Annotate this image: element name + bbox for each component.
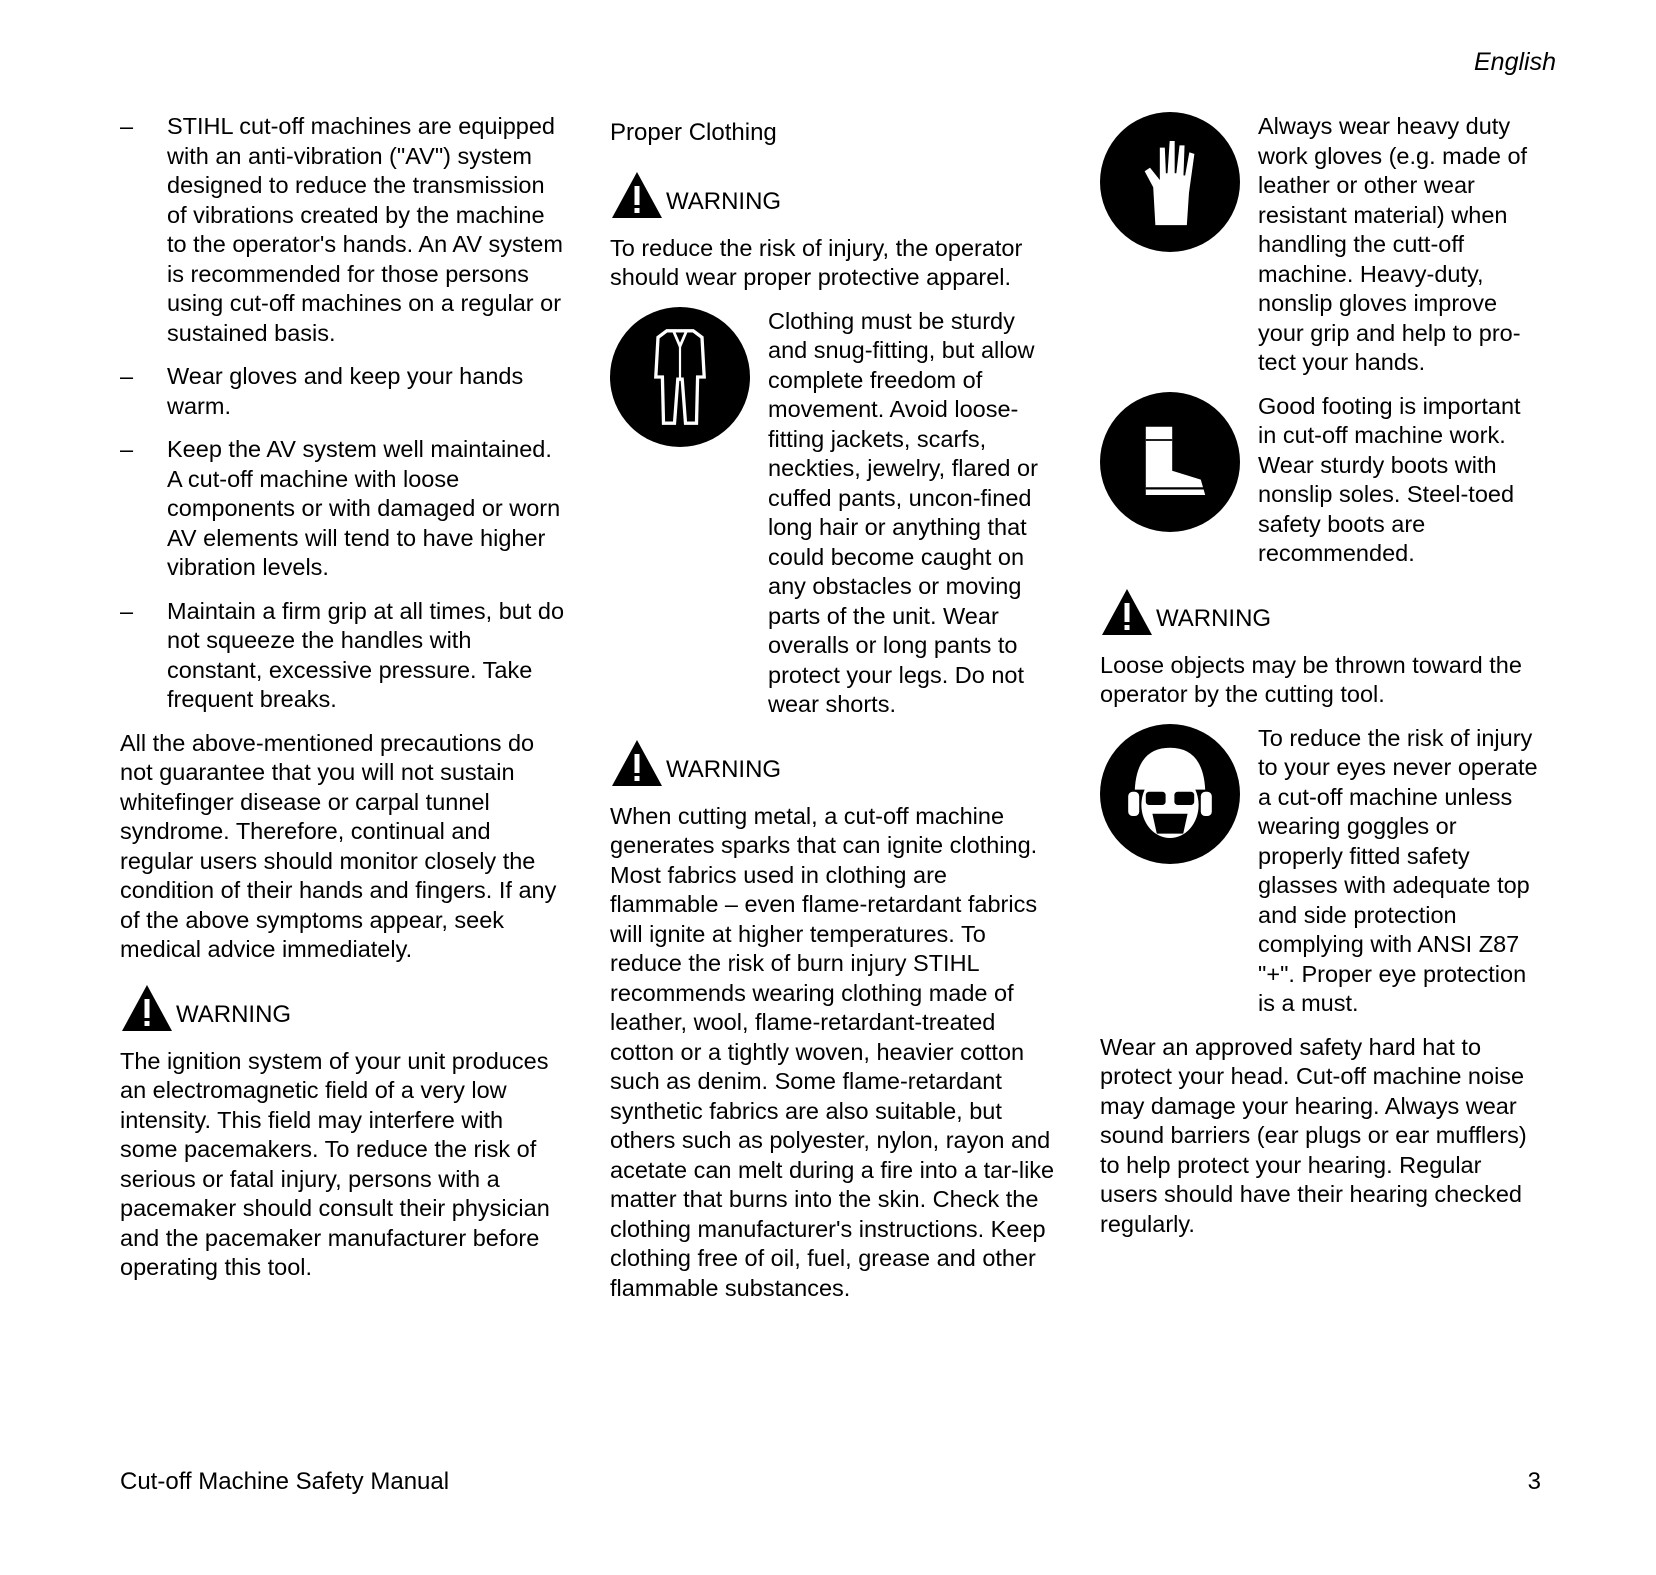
column-right [1100,112,1545,1253]
bullet-marker: – [120,436,134,462]
warning-heading [610,738,1055,788]
bullet-marker: – [120,363,134,389]
column-left [120,112,565,1297]
eye-protection-paragraph: To reduce the risk of injury to your eyes never operate a cut-off machine unless wearing goggles or properly fitted safety glasses with adequate top and side protection complying with ANSI Z87 "+". Proper eye protection is a must. [1258,724,1538,1016]
loose-objects-paragraph: Loose objects may be thrown toward the operator by the cutting tool. [1100,651,1522,707]
warning-triangle-icon [1100,587,1154,637]
bullet-text: Maintain a firm grip at all times, but do not squeeze the handles with constant, excessive pressure. Take frequent breaks. [167,597,565,712]
gloves-row [1100,112,1545,378]
list-item [120,112,565,348]
warning-heading [1100,587,1545,637]
apparel-paragraph: To reduce the risk of injury, the operator should wear proper protective apparel. [610,234,1023,290]
bullet-text: STIHL cut-off machines are equipped with an anti-vibration ("AV") system designed to reduce the transmission of vibrations created by the machine to the operator's hands. An AV system is recommended for those persons using cut-off machines on a regular or sustained basis. [167,113,563,346]
footer-title: Cut-off Machine Safety Manual [120,1468,450,1495]
section-heading: Proper Clothing [610,119,777,146]
language-label: English [1474,48,1556,76]
list-item [120,362,565,421]
warning-triangle-icon [120,983,174,1033]
warning-triangle-icon [610,170,664,220]
eye-protection-row [1100,724,1545,1019]
page-number: 3 [1527,1468,1541,1495]
bullet-marker: – [120,597,134,624]
hard-hat-paragraph: Wear an approved safety hard hat to protect your head. Cut-off machine noise may damage your hearing. Always wear sound barriers (ear plugs or ear mufflers) to help protect your hearing. Regular users should have their hearing checked regularly. [1100,1033,1527,1237]
overalls-icon [610,307,750,447]
precautions-paragraph: All the above-mentioned precautions do not guarantee that you will not sustain whitefinger disease or carpal tunnel syndrome. Therefore, continual and regular users should monitor closely the condition of their hands and fingers. If any of the above symptoms appear, seek medical advice immediately. [120,729,557,962]
warning-label: WARNING [1156,604,1272,632]
list-item [120,435,565,583]
gloves-paragraph: Always wear heavy duty work gloves (e.g. made of leather or other wear resistant material) when handling the cutt-off machine. Heavy-duty, nonslip gloves improve your grip and help to pro-tect your hands. [1258,113,1528,375]
metal-cutting-paragraph: When cutting metal, a cut-off machine generates sparks that can ignite clothing. Most fabrics used in clothing are flammable – even flame-retardant fabrics will ignite at higher temperatures. To reduce the risk of burn injury STIHL recommends wearing clothing made of leather, wool, flame-retardant-treated cotton or a tightly woven, heavier cotton such as denim. Some flame-retardant synthetic fabrics are also suitable, but others such as polyester, nylon, rayon and acetate can melt during a fire into a tar-like matter that burns into the skin. Check the clothing manufacturer's instructions. Keep clothing free of oil, fuel, grease and other flammable substances. [610,802,1055,1301]
warning-heading [610,170,1055,220]
clothing-paragraph: Clothing must be sturdy and snug-fitting, but allow complete freedom of movement. Avoid loose-fitting jackets, scarfs, neckties, jewelry, flared or cuffed pants, uncon-fined long hair or anything that could become caught on any obstacles or moving parts of the unit. Wear overalls or long pants to protect your legs. Do not wear shorts. [768,307,1038,717]
face-protection-icon [1100,724,1240,864]
warning-label: WARNING [176,1000,292,1028]
boot-icon [1100,392,1240,532]
boots-row [1100,392,1545,569]
bullet-text: Keep the AV system well maintained. A cut-off machine with loose components or with damaged or worn AV elements will tend to have higher vibration levels. [167,436,561,580]
clothing-row [610,307,1055,720]
warning-label: WARNING [666,755,782,783]
gloves-icon [1100,112,1240,252]
boots-paragraph: Good footing is important in cut-off machine work. Wear sturdy boots with nonslip soles. Steel-toed safety boots are recommended. [1258,392,1521,566]
ignition-paragraph: The ignition system of your unit produces an electromagnetic field of a very low intensity. This field may interfere with some pacemakers. To reduce the risk of serious or fatal injury, persons with a pacemaker should consult their physician and the pacemaker manufacturer before operating this tool. [120,1047,550,1280]
column-middle [610,112,1055,1317]
warning-triangle-icon [610,738,664,788]
bullet-text: Wear gloves and keep your hands warm. [167,363,524,419]
warning-label: WARNING [666,187,782,215]
bullet-marker: – [120,113,134,139]
warning-heading [120,983,565,1033]
list-item [120,597,565,715]
